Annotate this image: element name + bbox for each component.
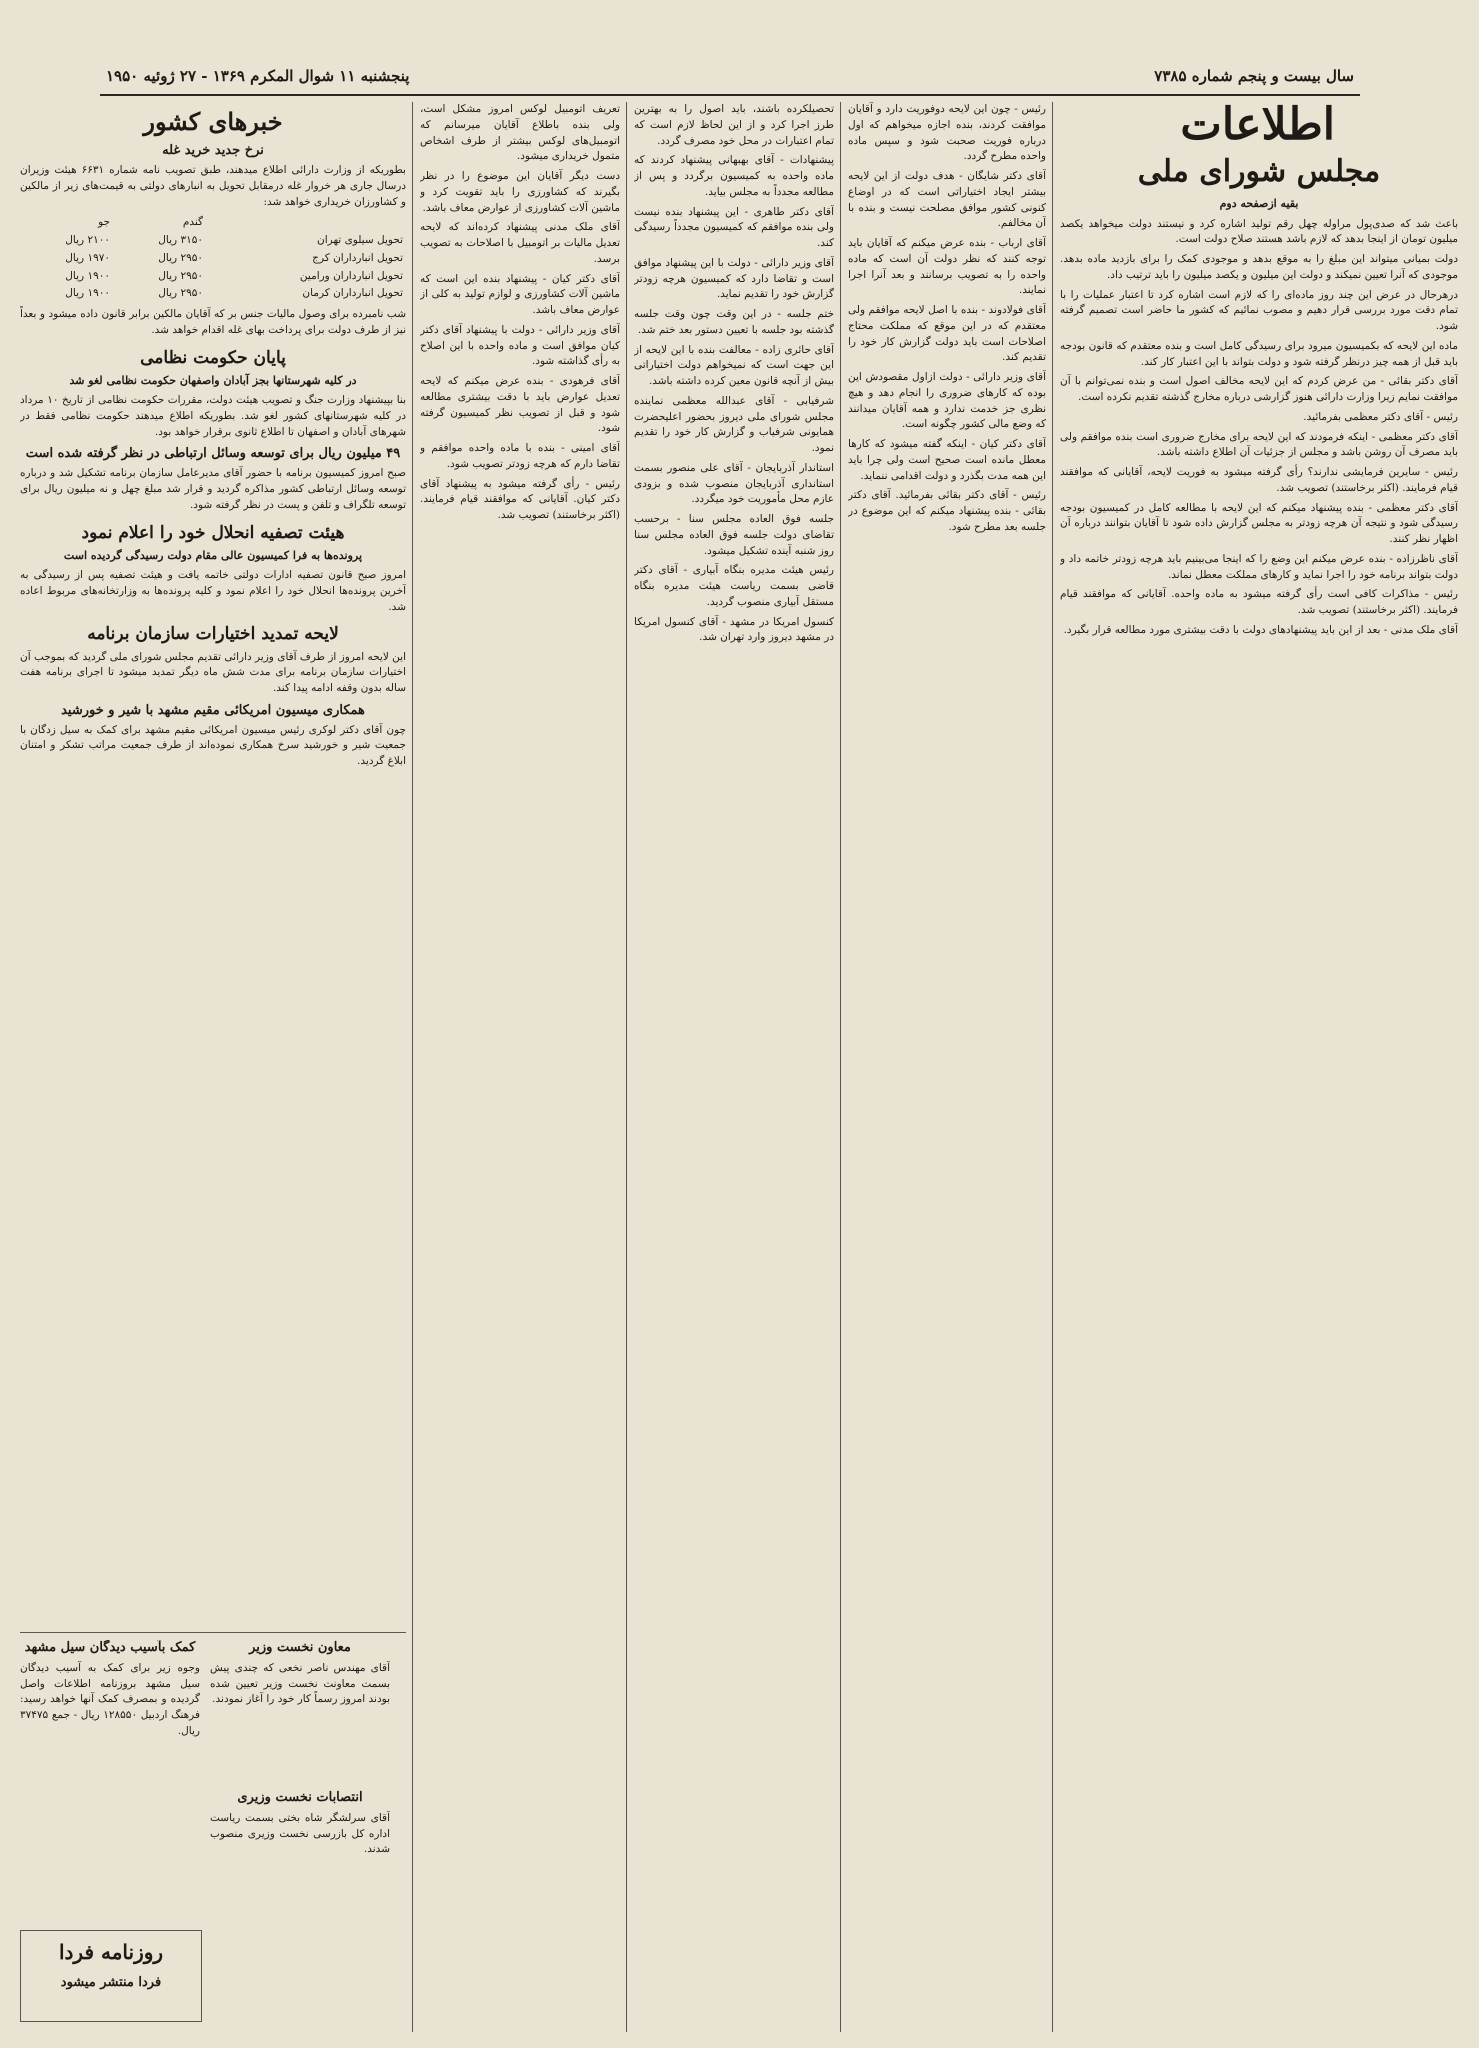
plan-bill-text: این لایحه امروز از طرف آقای وزیر دارائی تقدیم مجلس شورای ملی گردید که بموجب آن اختیارات سازمان برنامه برای مدت شش ماه دیگر تمدید میشود تا اجرای برنامه هفت ساله بدون وقفه ادامه پیدا کند. (20, 650, 406, 694)
majlis-paragraph: رئیس - آقای دکتر معظمی بفرمائید. (1303, 410, 1458, 423)
debate-paragraph: آقای وزیر دارائی - دولت با پیشنهاد آقای دکتر کیان موافق است و ماده واحده با این اصلاح به رأی گذاشته شود. (420, 323, 620, 368)
debate-paragraph: تحصیلکرده باشند، باید اصول را به بهترین طرز اجرا کرد و از این لحاظ لازم است که تمام اعتبارات در محل خود مصرف گردد. (634, 103, 834, 147)
debate-paragraph: آقای ملک مدنی پیشنهاد کرده‌اند که لایحه تعدیل مالیات بر اتومبیل با اصلاحات به تصویب برسد. (420, 221, 620, 265)
majlis-paragraph: آقای ملک مدنی - بعد از این باید پیشنهادهای دولت با دقت بیشتری مورد مطالعه قرار بگیرد. (1063, 623, 1458, 636)
debate-paragraph: کنسول امریکا در مشهد - آقای کنسول امریکا در مشهد دیروز وارد تهران شد. (634, 615, 834, 644)
issue-date: پنجشنبه ۱۱ شوال المکرم ۱۳۶۹ - ۲۷ ژوئیه ۱۹۵۰ (106, 67, 410, 85)
price-place: تحویل انبارداران کرج (312, 251, 403, 264)
debate-paragraph: رئیس - چون این لایحه دوفوریت دارد و آقایان موافقت کردند، بنده اجازه میخواهم که اول درباره فوریت صحبت شود و سپس ماده واحده مطرح گردد. (848, 103, 1046, 163)
debate-paragraph: آقای وزیر دارائی - دولت ازاول مقصودش این بوده که کارهای ضروری را انجام دهد و هیچ نظری جز خدمت ندارد و همه آقایان میدانند که وضع مالی کشور چگونه است. (848, 371, 1046, 431)
price-place: تحویل انبارداران ورامین (299, 269, 403, 282)
price-head-barley: جو (98, 216, 111, 229)
debate-paragraph: آقای دکتر طاهری - این پیشنهاد بنده نیست ولی بنده موافقم که کمیسیون مجدداً رسیدگی کند. (634, 205, 834, 249)
martial-law-text: بنا بپیشنهاد وزارت جنگ و تصویب هیئت دولت، مقررات حکومت نظامی از تاریخ ۱۰ مرداد در کلیه شهرستانهای کشور لغو شد. بطوریکه اطلاع میدهند حکومت نظامی فقط در شهرهای آبادان و اصفهان تا اطلاع ثانوی برقرار خواهد بود. (20, 394, 406, 438)
news-headline: خبرهای کشور (143, 107, 283, 136)
debate-paragraph: استاندار آذربایجان - آقای علی منصور بسمت استانداری آذربایجان منصوب شده و بزودی عازم محل مأموریت خود میگردد. (634, 461, 834, 506)
tomorrow-box (20, 1930, 202, 2022)
tomorrow-text: فردا منتشر میشود (60, 1975, 162, 1990)
communications-text: صبح امروز کمیسیون برنامه با حضور آقای مدیرعامل سازمان برنامه تشکیل شد و درباره توسعه وسائل ارتباطی کشور مذاکره گردید و قرار شد مبلغ چهل و نه میلیون ریال برای توسعه تلگراف و تلفن و پست در نظر گرفته شود. (20, 467, 406, 511)
majlis-paragraph: درهرحال در عرض این چند روز ماده‌ای را که لازم است اشاره کرد تا اعتبار عملیات را با تمام دقت مورد بررسی قرار دهیم و مصوب نمائیم که کشور ما حاضر است تصمیم گرفته شود. (1060, 288, 1458, 332)
majlis-subtitle: بقیه ازصفحه دوم (1219, 197, 1299, 210)
majlis-paragraph: آقای دکتر معظمی - اینکه فرمودند که این لایحه برای مخارج ضروری است بنده موافقم ولی باید مصرف آن روشن باشد و مجلس از جزئیات آن اطلاع داشته باشد. (1060, 430, 1458, 459)
appointments-box (210, 1790, 390, 1910)
debate-column-1 (848, 102, 1046, 2032)
debate-column-3 (420, 102, 620, 2032)
majlis-paragraph: آقای دکتر بقائی - من عرض کردم که این لایحه مخالف اصول است و بنده نمی‌توانم با آن موافقت نمایم زیرا وزارت دارائی هنوز گزارشی درباره مخارج گذشته تقدیم نکرده است. (1060, 375, 1458, 403)
martial-law-headline: پایان حکومت نظامی (140, 347, 286, 368)
debate-column-2 (634, 102, 834, 2032)
debate-paragraph: رئیس - آقای دکتر بقائی بفرمائید. آقای دکتر بقائی - بنده پیشنهاد میکنم که این موضوع در جلسه بعد مطرح شود. (848, 489, 1046, 533)
column-rule (412, 102, 413, 2032)
tomorrow-headline: روزنامه فردا (58, 1940, 164, 1964)
table-row (20, 268, 406, 286)
plan-bill-headline: لایحه تمدید اختیارات سازمان برنامه (87, 624, 339, 645)
news-column (20, 102, 406, 1632)
column-rule (840, 102, 841, 2032)
deputy-pm-text: آقای مهندس ناصر نخعی که چندی پیش بسمت معاونت نخست وزیر تعیین شده بودند امروز رسماً کار خود را آغاز نمودند. (210, 1661, 390, 1706)
table-row (20, 285, 406, 303)
appointments-text: آقای سرلشگر شاه بختی بسمت ریاست اداره کل بازرسی نخست وزیری منصوب شدند. (210, 1811, 390, 1856)
flood-relief-box (20, 1640, 200, 1840)
bottom-boxes (20, 1640, 390, 2030)
price-wheat: ۲۹۵۰ ریال (158, 251, 204, 264)
price-wheat: ۲۹۵۰ ریال (158, 287, 204, 300)
price-head-wheat: گندم (182, 216, 204, 229)
debate-paragraph: آقای فرهودی - بنده عرض میکنم که لایحه تعدیل عوارض باید با دقت بیشتری مطالعه شود و قبل از تصویب نظر کمیسیون گرفته شود. (420, 375, 620, 435)
majlis-paragraph: آقای ناظرزاده - بنده عرض میکنم این وضع را که اینجا می‌بینیم باید هرچه زودتر خاتمه داد و دولت بتواند برنامه خود را اجرا نماید و کارهای مملکت معطل نماند. (1060, 552, 1458, 581)
masthead (100, 58, 1360, 96)
purge-board-headline: هیئت تصفیه انحلال خود را اعلام نمود (81, 522, 345, 543)
debate-paragraph: آقای حائری زاده - معالفت بنده با این لایحه از این جهت است که نمیخواهم دولت اختیاراتی بیش از آنچه قانون معین کرده داشته باشد. (634, 343, 834, 387)
debate-paragraph: شرفیابی - آقای عبدالله معظمی نماینده مجلس شورای ملی دیروز بحضور اعلیحضرت همایونی شرفیاب و گزارش کار خود را تقدیم نمود. (634, 394, 834, 454)
majlis-paragraph: رئیس - مذاکرات کافی است رأی گرفته میشود به ماده واحده. آقایانی که موافقند قیام فرمایند. (اکثر برخاستند) تصویب شد. (1060, 588, 1458, 616)
debate-paragraph: آقای ارباب - بنده عرض میکنم که آقایان باید توجه کنند که نظر دولت آن است که ماده واحده را به تصویب برسانند و بعد آنرا اجرا نمایند. (848, 237, 1046, 297)
debate-paragraph: جلسه فوق العاده مجلس سنا - برحسب تقاضای دولت جلسه فوق العاده مجلس سنا روز شنبه آینده تشکیل میشود. (634, 513, 834, 557)
price-place: تحویل انبارداران کرمان (302, 287, 403, 300)
price-barley: ۱۹۰۰ ریال (65, 269, 111, 282)
purge-board-text: امروز صبح قانون تصفیه ادارات دولتی خاتمه یافت و هیئت تصفیه پس از رسیدگی به آخرین پرونده‌ها انحلال خود را اعلام نمود و کلیه پرونده‌ها به وزارتخانه‌های مربوط اعاده شد. (20, 569, 406, 613)
debate-paragraph: پیشنهادات - آقای بهبهانی پیشنهاد کردند که ماده واحده به کمیسیون برگردد و پس از مطالعه مجدداً به مجلس بیاید. (634, 154, 834, 198)
debate-paragraph: آقای دکتر کیان - پیشنهاد بنده این است که ماشین آلات کشاورزی و لوازم تولید به کلی از عوارض معاف باشد. (420, 272, 620, 316)
flood-relief-text: وجوه زیر برای کمک به آسیب دیدگان سیل مشهد بروزنامه اطلاعات واصل گردیده و بمصرف کمک آنها خواهد رسید: فرهنگ اردبیل ۱۲۸۵۵۰ ریال - جمع ۳۷۴۷۵ ریال. (20, 1661, 200, 1737)
majlis-paragraph: دولت بمیانی میتواند این مبلغ را به موقع بدهد و موجودی کمک را برای بازدید ماده بدهد. موجودی که آنرا تعیین نمیکند و دولت این میلیون و یکصد میلیون را باید ترتیب داد. (1060, 253, 1458, 281)
majlis-paragraph: آقای دکتر معظمی - بنده پیشنهاد میکنم که این لایحه با مطالعه کامل در کمیسیون بودجه رسیدگی شود و نتیجه آن هرچه زودتر به مجلس گزارش داده شود تا آقایان بتوانند درباره آن اظهار نظر کنند. (1060, 501, 1458, 545)
flood-relief-headline: کمک بآسیب دیدگان سیل مشهد (24, 1640, 196, 1655)
majlis-column (1060, 102, 1458, 2032)
table-row (20, 232, 406, 250)
grain-text: بطوریکه از وزارت دارائی اطلاع میدهند، طبق تصویب نامه شماره ۶۶۳۱ هیئت وزیران درسال جاری هر خروار غله درمقابل تحویل به انبارهای دولتی به قیمت‌های زیر از مالکین و کشاورزان خریداری خواهد شد: (20, 164, 406, 208)
price-wheat: ۲۹۵۰ ریال (158, 269, 204, 282)
debate-paragraph: آقای دکتر شایگان - هدف دولت از این لایحه بیشتر ایجاد اختیاراتی است که در اوضاع کنونی کشور موافق مصلحت نیست و بنده با آن مخالفم. (848, 170, 1046, 230)
price-barley: ۱۹۷۰ ریال (65, 251, 111, 264)
debate-paragraph: دست دیگر آقایان این موضوع را در نظر بگیرند که کشاورزی را باید تقویت کرد و ماشین آلات کشاورزی از عوارض معاف باشد. (420, 170, 620, 214)
majlis-paragraph: باعث شد که صدی‌پول مراوله چهل رقم تولید اشاره کرد و نیستند دولت میخواهد یکصد میلیون تومان از اینجا بدهد که لازم باشد هستند صلاح دولت است. (1060, 217, 1458, 246)
debate-paragraph: آقای امینی - بنده با ماده واحده موافقم و تقاضا دارم که هرچه زودتر تصویب شود. (420, 442, 620, 470)
issue-number: سال بیست و پنجم شماره ۷۳۸۵ (1154, 67, 1354, 85)
debate-paragraph: آقای فولادوند - بنده با اصل لایحه موافقم ولی معتقدم که در این موقع که مملکت محتاج اصلاحات است باید دولت گزارش کار خود را تقدیم کند. (848, 304, 1046, 364)
price-barley: ۱۹۰۰ ریال (65, 287, 111, 300)
section-divider (20, 1632, 406, 1633)
price-wheat: ۳۱۵۰ ریال (158, 234, 204, 247)
column-rule (1052, 102, 1053, 2032)
price-place: تحویل سیلوی تهران (317, 234, 403, 247)
mission-cooperation-text: چون آقای دکتر لوکری رئیس میسیون امریکائی مقیم مشهد برای کمک به سیل زدگان با جمعیت شیر و خورشید سرخ همکاری نموده‌اند از طرف جمعیت مراتب تشکر و امتنان ابلاغ گردید. (20, 723, 406, 768)
martial-law-subheadline: در کلیه شهرستانها بجز آبادان واصفهان حکومت نظامی لغو شد (69, 373, 357, 387)
communications-headline: ۴۹ میلیون ریال برای توسعه وسائل ارتباطی در نظر گرفته شده است (25, 446, 401, 462)
grain-price-table (20, 214, 406, 303)
majlis-headline: مجلس شورای ملی (1137, 154, 1381, 189)
grain-text-2: شب نامبرده برای وصول مالیات جنس بر که آقایان مالکین برابر قانون داده میشود و بعداً نیز از طرف دولت برای پرداخت بهای غله اقدام خواهد شد. (20, 308, 406, 336)
table-row (20, 250, 406, 268)
appointments-headline: انتصابات نخست وزیری (237, 1790, 363, 1805)
price-barley: ۲۱۰۰ ریال (65, 234, 111, 247)
purge-board-subheadline: پرونده‌ها به فرا کمیسیون عالی مقام دولت رسیدگی گردیده است (63, 548, 363, 562)
newspaper-logo: اطلاعات (1180, 99, 1335, 150)
column-rule (626, 102, 627, 2032)
mission-cooperation-headline: همکاری میسیون امریکائی مقیم مشهد با شیر و خورشید (61, 702, 365, 718)
grain-headline: نرخ جدید خرید غله (162, 143, 264, 159)
majlis-paragraph: رئیس - سایرین فرمایشی ندارند؟ رأی گرفته میشود به فوریت لایحه، آقایانی که موافقند قیام فرمایند. (اکثر برخاستند) تصویب شد. (1060, 466, 1458, 494)
deputy-pm-headline: معاون نخست وزیر (249, 1640, 351, 1655)
price-head-place (206, 214, 406, 232)
debate-paragraph: آقای وزیر دارائی - دولت با این پیشنهاد موافق است و تقاضا دارد که کمیسیون هرچه زودتر گزارش خود را تقدیم نماید. (634, 256, 834, 301)
debate-paragraph: تعریف اتومبیل لوکس امروز مشکل است، ولی بنده باطلاع آقایان میرسانم که اتومبیل‌های لوکس بیشتر از طرف اشخاص متمول خریداری میشود. (420, 103, 620, 163)
majlis-paragraph: ماده این لایحه که بکمیسیون میرود برای رسیدگی کامل است و بنده معتقدم که قانون بودجه باید قبل از همه چیز درنظر گرفته شود و دولت بتواند با این اعتبار کار کند. (1060, 339, 1458, 368)
debate-paragraph: آقای دکتر کیان - اینکه گفته میشود که کارها معطل مانده است صحیح است ولی چرا باید این همه مدت بگذرد و دولت اقدامی ننماید. (848, 438, 1046, 482)
deputy-pm-box (210, 1640, 390, 1780)
price-table-header (20, 214, 406, 232)
debate-paragraph: رئیس هیئت مدیره بنگاه آبیاری - آقای دکتر قاضی بسمت ریاست هیئت مدیره بنگاه مستقل آبیاری منصوب گردید. (634, 564, 834, 608)
debate-paragraph: ختم جلسه - در این وقت چون وقت جلسه گذشته بود جلسه با تعیین دستور بعد ختم شد. (634, 308, 834, 336)
debate-paragraph: رئیس - رأی گرفته میشود به پیشنهاد آقای دکتر کیان. آقایانی که موافقند قیام فرمایند. (اکثر برخاستند) تصویب شد. (420, 477, 620, 521)
